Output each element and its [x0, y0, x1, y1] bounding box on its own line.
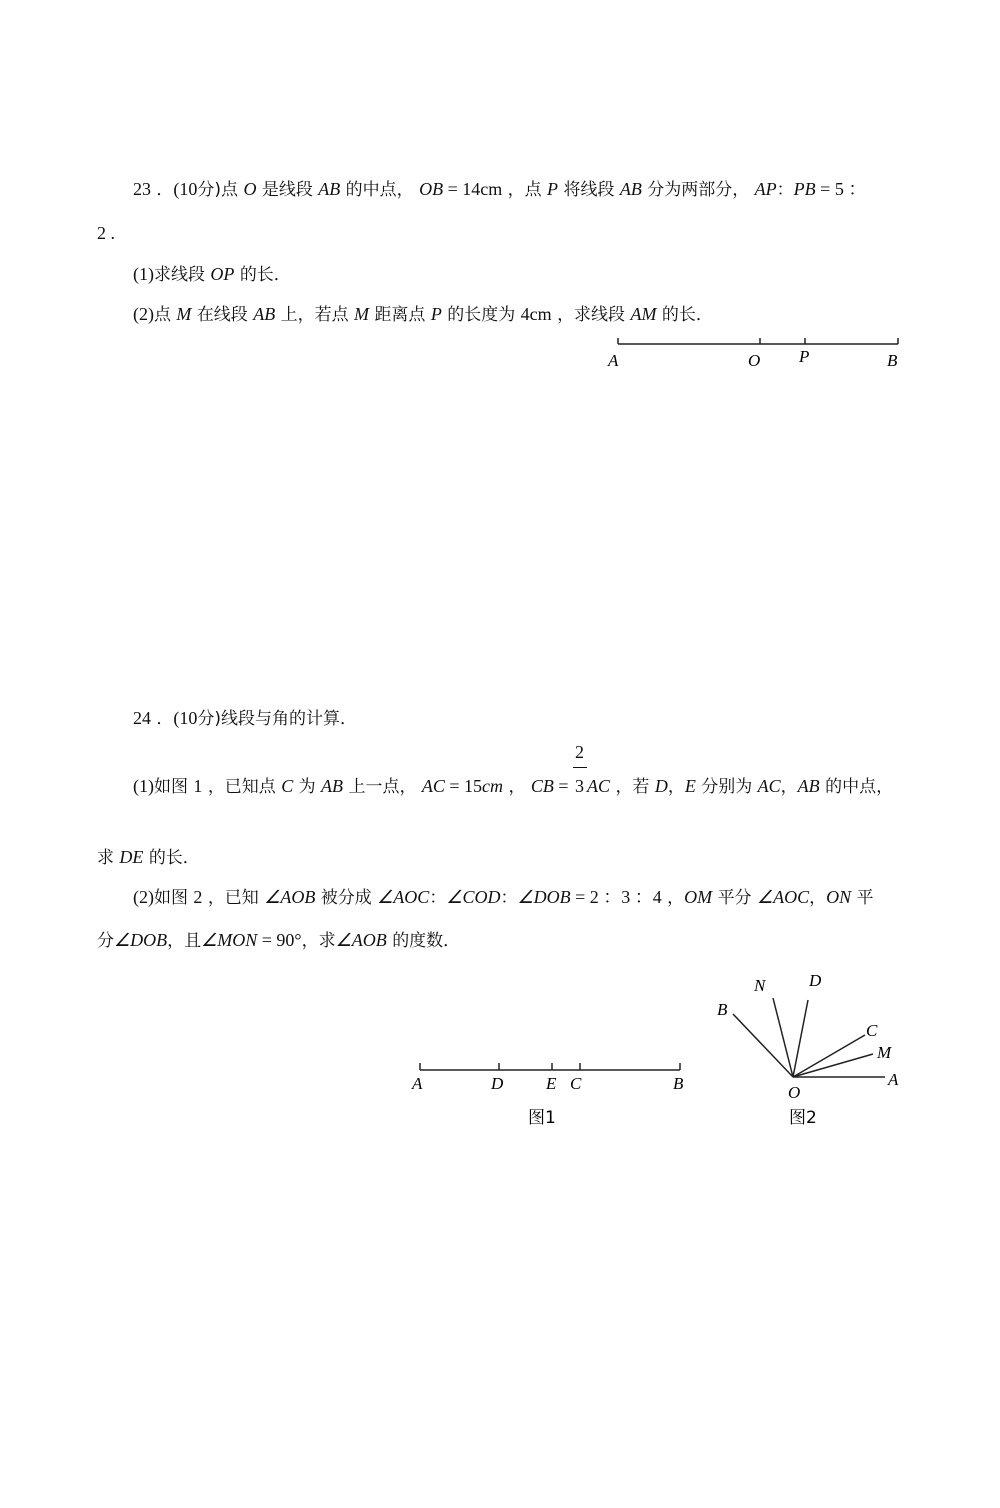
fig2-label-O: O — [788, 1083, 801, 1102]
label-P: P — [799, 347, 810, 366]
q24-part1: (1)如图 1 ，已知点 C 为 AB 上一点， AC = 15cm ， CB = $\frac{2}{3}$ AC ，若 D，E 分别为 AC，AB 的中点， — [133, 742, 894, 797]
fig1-label-E: E — [546, 1074, 557, 1093]
label-B: B — [887, 351, 898, 370]
fig2-label-N: N — [754, 976, 766, 995]
ray-OB — [733, 1014, 793, 1077]
ray-OD — [793, 1000, 808, 1077]
q24-figure-2 — [705, 960, 925, 1130]
label-A: A — [608, 351, 619, 370]
q23-part1: (1)求线段 OP 的长． — [133, 264, 291, 285]
label-O: O — [748, 351, 761, 370]
fig2-label-D: D — [809, 971, 822, 990]
q24-line1: 24 ．(10分)线段与角的计算． — [133, 708, 358, 729]
q23-line2: 2 . — [97, 223, 115, 243]
q24-part2-cont: 分∠DOB，且∠MON = 90°，求∠AOB 的度数． — [97, 930, 461, 951]
ray-ON — [773, 998, 793, 1077]
q24-figure-1 — [405, 1055, 705, 1135]
fig2-label-B: B — [717, 1000, 728, 1019]
fig1-caption: 图1 — [528, 1108, 556, 1128]
ray-OM — [793, 1054, 873, 1077]
fig2-label-M: M — [877, 1043, 892, 1062]
fig2-caption: 图2 — [789, 1108, 817, 1128]
fig2-label-C: C — [866, 1021, 878, 1040]
fig1-label-A: A — [412, 1074, 423, 1093]
fraction-two-thirds: $\frac{2}{3}$ — [573, 775, 587, 797]
fig1-label-D: D — [491, 1074, 504, 1093]
ray-OC — [793, 1035, 865, 1077]
q24-part1-cont: 求 DE 的长． — [97, 847, 200, 868]
q23-part2: (2)点 M 在线段 AB 上，若点 M 距离点 P 的长度为 4cm ，求线段 AM 的长． — [133, 304, 713, 325]
q24-part2: (2)如图 2 ，已知 ∠AOB 被分成 ∠AOC：∠COD：∠DOB = 2 ：3 ：4 ，OM 平分 ∠AOC，ON 平 — [133, 887, 874, 908]
q23-line1: 23 ．(10分)点 O 是线段 AB 的中点， OB = 14cm ，点 P 将线段 AB 分为两部分， AP：PB = 5 ： — [133, 179, 867, 200]
fig1-label-C: C — [570, 1074, 582, 1093]
fig2-label-A: A — [888, 1070, 899, 1089]
fig1-label-B: B — [673, 1074, 684, 1093]
q23-segment-figure — [600, 334, 920, 374]
